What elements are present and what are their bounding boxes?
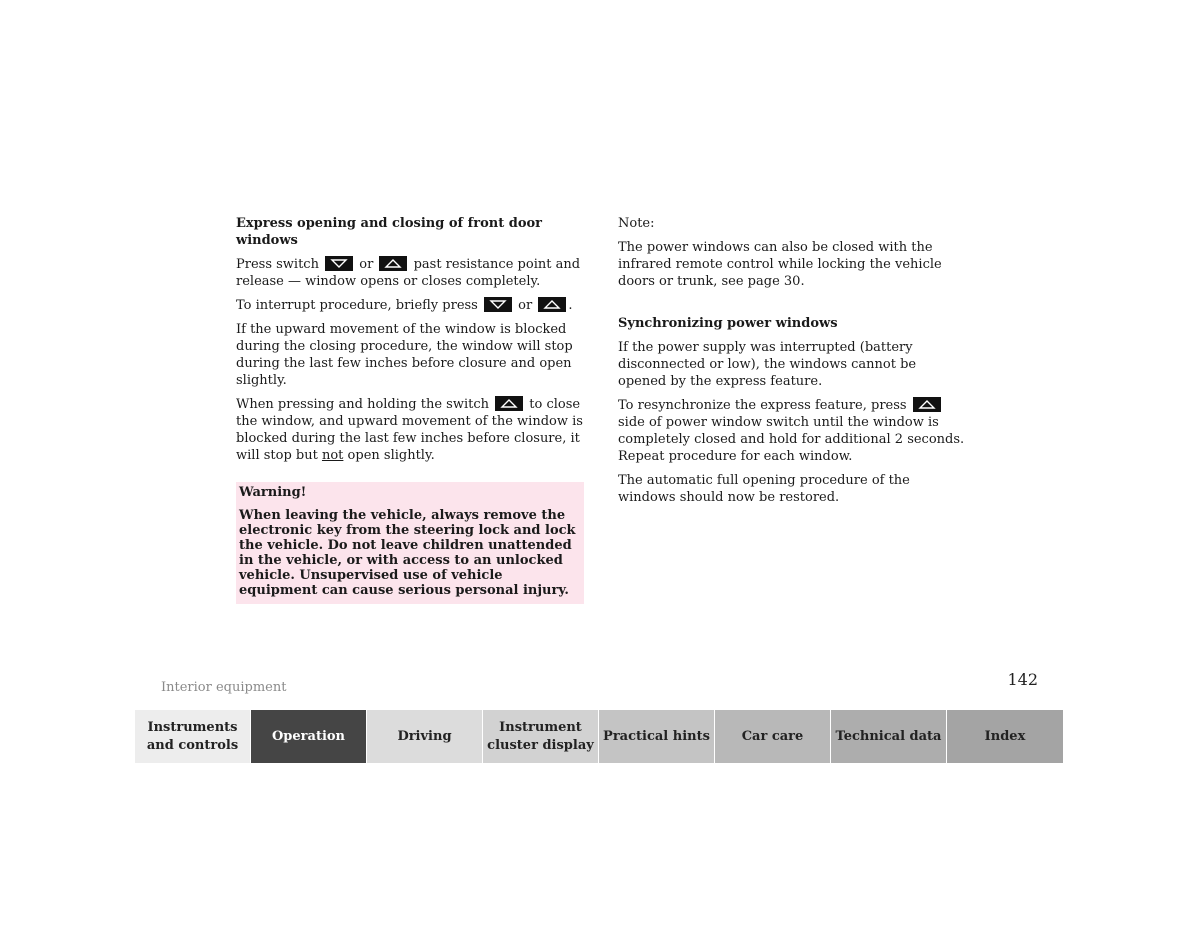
warning-box — [236, 482, 584, 604]
blocked-paragraph: If the upward movement of the window is blocked during the closing procedure, the window will stop during the last few inches before closure and open slightly. — [236, 322, 573, 388]
left-column — [236, 215, 584, 604]
warning-text: When leaving the vehicle, always remove the electronic key from the steering lock and lock the vehicle. Do not leave children unattended in the vehicle, or with access to an unlocked vehicle. Unsupervised use of vehicle equipment can cause serious personal injury. — [239, 508, 576, 598]
holding-paragraph: When pressing and holding the switch to close the window, and upward movement of the window is blocked during the last few inches before closure, it will stop but not open slightly. — [236, 397, 583, 463]
section-title: Interior equipment — [161, 680, 287, 695]
note-label: Note: — [618, 216, 655, 231]
window-down-switch-icon — [325, 256, 353, 271]
express-heading: Express opening and closing of front door windows — [236, 216, 543, 248]
window-up-switch-icon — [379, 256, 407, 271]
sync-paragraph-3: The automatic full opening procedure of the windows should now be restored. — [618, 473, 910, 505]
tab-car-care[interactable]: Car care — [715, 710, 831, 763]
window-up-switch-icon — [913, 397, 941, 412]
tab-instrument-cluster-display[interactable]: Instrument cluster display — [483, 710, 599, 763]
interrupt-paragraph: To interrupt procedure, briefly press or . — [236, 298, 573, 313]
right-column — [618, 215, 968, 513]
window-up-switch-icon — [495, 396, 523, 411]
window-down-switch-icon — [484, 297, 512, 312]
sync-paragraph-2: To resynchronize the express feature, press side of power window switch until the window is completely closed and hold for additional 2 seconds. Repeat procedure for each window. — [618, 398, 965, 464]
sync-paragraph-1: If the power supply was interrupted (battery disconnected or low), the windows cannot be opened by the express feature. — [618, 340, 917, 389]
page-number: 142 — [1007, 670, 1038, 689]
tab-instruments-and-controls[interactable]: Instruments and controls — [135, 710, 251, 763]
press-switch-paragraph: Press switch or past resistance point and release — window opens or closes completely. — [236, 257, 581, 289]
note-text: The power windows can also be closed with the infrared remote control while locking the vehicle doors or trunk, see page 30. — [618, 240, 942, 289]
tab-operation[interactable]: Operation — [251, 710, 367, 763]
tab-practical-hints[interactable]: Practical hints — [599, 710, 715, 763]
tab-index[interactable]: Index — [947, 710, 1063, 763]
tab-technical-data[interactable]: Technical data — [831, 710, 947, 763]
window-up-switch-icon — [538, 297, 566, 312]
sync-heading: Synchronizing power windows — [618, 316, 838, 331]
tab-driving[interactable]: Driving — [367, 710, 483, 763]
warning-title: Warning! — [239, 485, 307, 500]
chapter-nav — [135, 710, 1065, 763]
